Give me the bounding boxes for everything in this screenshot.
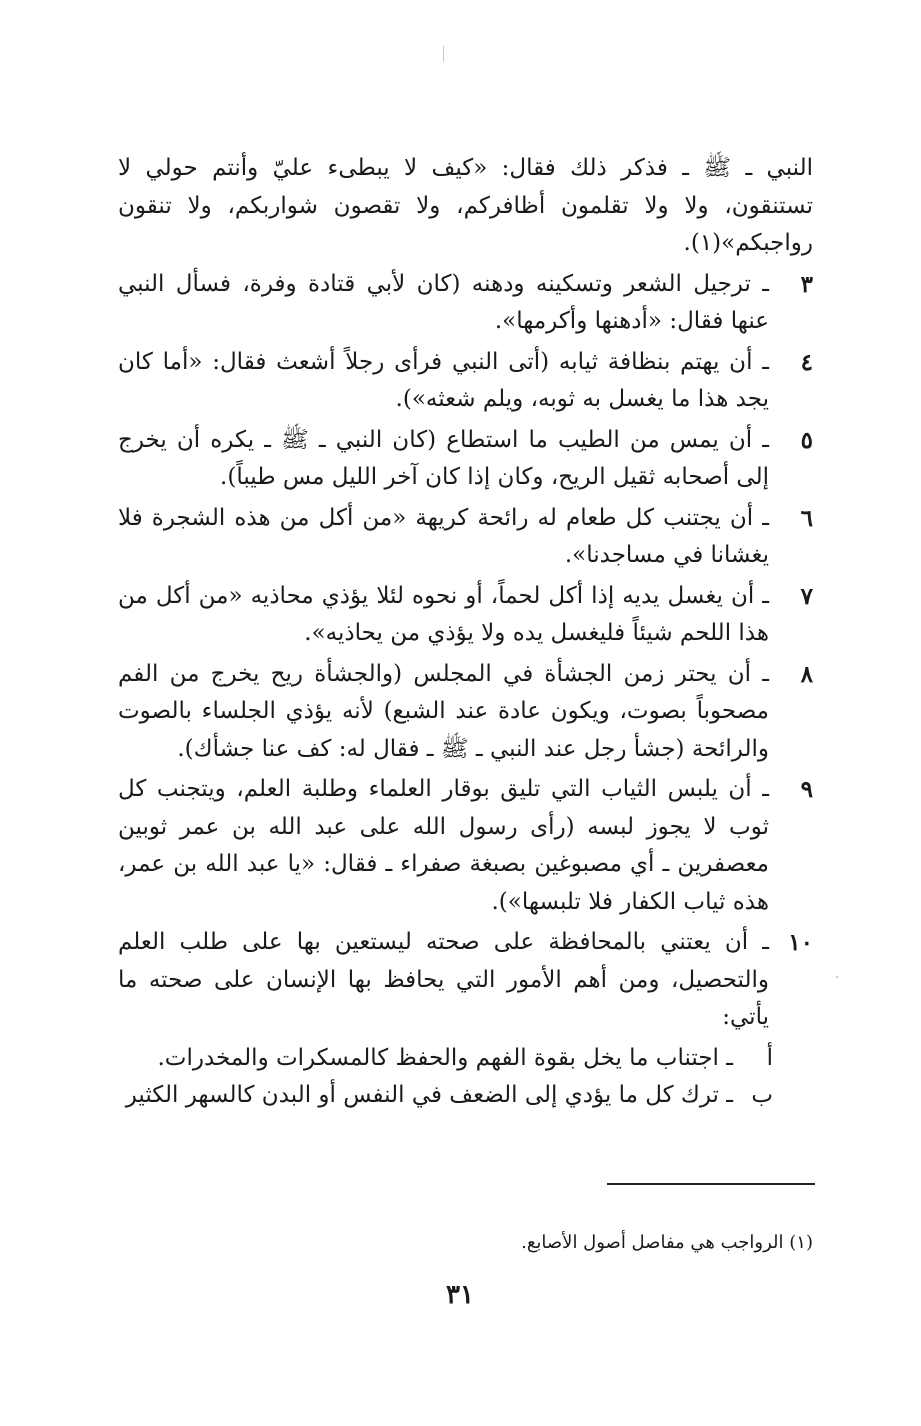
item-number: ١٠	[788, 929, 813, 956]
item-text: ـ أن يهتم بنظافة ثيابه (أتى النبي فرأى رجلاً أشعث فقال: «أما كان يجد هذا ما يغسل به ثوبه، ويلم شعثه»).	[118, 348, 769, 412]
sub-item-text: ـ اجتناب ما يخل بقوة الفهم والحفظ كالمسكرات والمخدرات.	[157, 1044, 733, 1071]
list-item-5	[118, 422, 813, 497]
footnote: (١) الرواجب هي مفاصل أصول الأصابع.	[521, 1232, 813, 1253]
item-text: ـ أن يلبس الثياب التي تليق بوقار العلماء وطلبة العلم، ويتجنب كل ثوب لا يجوز لبسه (رأى رسول الله على عبد الله بن عمر ثوبين معصفرين ـ أي مصبوغين بصبغة صفراء ـ فقال: «يا عبد الله بن عمر، هذه ثياب الكفار فلا تلبسها»).	[118, 776, 769, 915]
list-item-4	[118, 344, 813, 419]
item-text: ـ أن يمس من الطيب ما استطاع (كان النبي ـ ﷺ ـ يكره أن يخرج إلى أصحابه ثقيل الريح، وكان إذا كان آخر الليل مس طيباً).	[118, 426, 769, 490]
main-text	[118, 150, 813, 1115]
list-item-8	[118, 656, 813, 769]
intro-paragraph: النبي ـ ﷺ ـ فذكر ذلك فقال: «كيف لا يبطىء عليّ وأنتم حولي لا تستنقون، ولا ولا تقلمون أظافركم، ولا تقصون شواربكم، ولا تنقون رواجبكم»(١).	[118, 155, 813, 256]
item-number: ٩	[800, 776, 813, 803]
list-item-9	[118, 771, 813, 921]
list-item-7	[118, 578, 813, 653]
item-text: ـ أن يحتر زمن الجشأة في المجلس (والجشأة ريح يخرج من الفم مصحوباً بصوت، ويكون عادة عند الشبع) لأنه يؤذي الجلساء بالصوت والرائحة (جشأ رجل عند النبي ـ ﷺ ـ فقال له: كف عنا جشأك).	[118, 660, 769, 762]
item-text: ـ أن يغسل يديه إذا أكل لحماً، أو نحوه لئلا يؤذي محاذيه «من أكل من هذا اللحم شيئاً فليغسل يده ولا يؤذي من يحاذيه».	[118, 582, 769, 646]
item-number: ٣	[800, 270, 813, 298]
list-item-3	[118, 266, 813, 341]
item-number: ٤	[800, 348, 813, 376]
sub-item-text: ـ ترك كل ما يؤدي إلى الضعف في النفس أو البدن كالسهر الكثير	[125, 1082, 733, 1108]
sub-item-letter: ب	[751, 1082, 773, 1108]
sub-item-letter: أ	[766, 1044, 773, 1071]
list-item-6	[118, 500, 813, 575]
item-number: ٥	[800, 426, 813, 454]
item-text: ـ ترجيل الشعر وتسكينه ودهنه (كان لأبي قتادة وفرة، فسأل النبي عنها فقال: «أدهنها وأكرمها».	[118, 270, 769, 334]
sub-item-b	[118, 1077, 813, 1115]
item-number: ٨	[800, 660, 813, 688]
item-text: ـ أن يجتنب كل طعام له رائحة كريهة «من أكل من هذه الشجرة فلا يغشانا في مساجدنا».	[118, 504, 769, 568]
list-item-10	[118, 924, 813, 1037]
item-number: ٧	[800, 582, 813, 610]
item-number: ٦	[800, 504, 813, 532]
page-number: ٣١	[446, 1280, 474, 1310]
sub-item-a	[118, 1040, 813, 1078]
footnote-divider	[607, 1183, 815, 1185]
scan-dot	[836, 976, 838, 978]
item-text: ـ أن يعتني بالمحافظة على صحته ليستعين بها على طلب العلم والتحصيل، ومن أهم الأمور التي يحافظ بها الإنسان على صحته ما يأتي:	[118, 929, 769, 1030]
scan-mark	[443, 46, 444, 62]
